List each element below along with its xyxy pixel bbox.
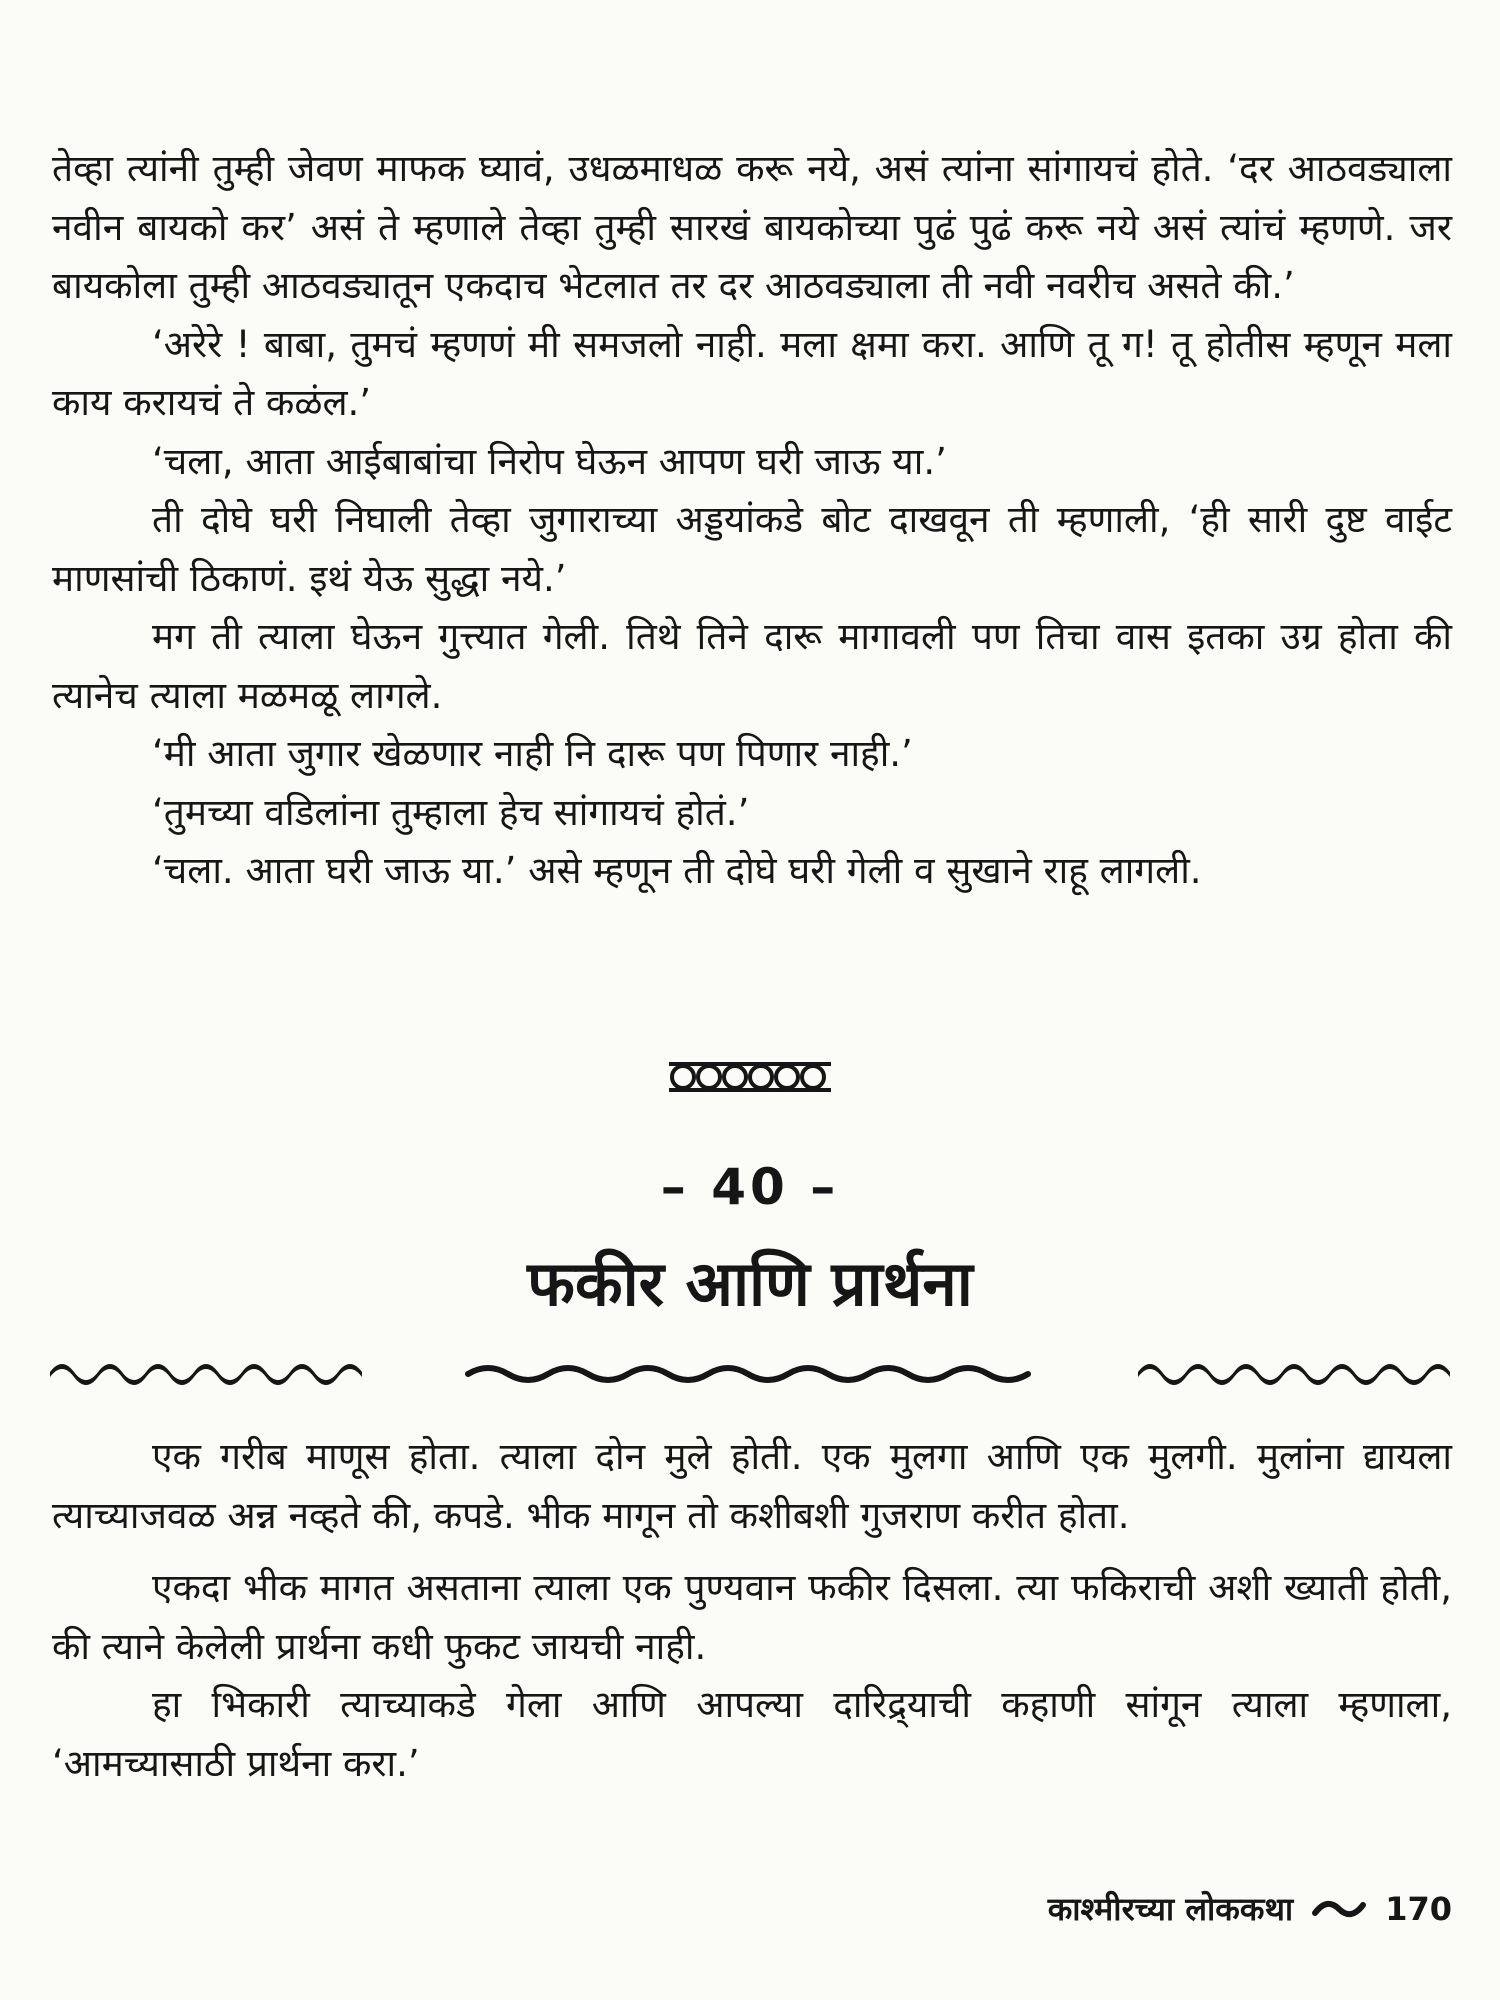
paragraph: ‘तुमच्या वडिलांना तुम्हाला हेच सांगायचं होतं.’ [152, 790, 750, 834]
page-number: 170 [1385, 1889, 1452, 1928]
paragraph: ‘मी आता जुगार खेळणार नाही नि दारू पण पिणार नाही.’ [152, 732, 913, 775]
story-end-ornament [0, 1050, 1500, 1098]
paragraph: तेव्हा त्यांनी तुम्ही जेवण माफक घ्यावं, उधळमाधळ करू नये, असं त्यांना सांगायचं होते. ‘दर आठवड्याला नवीन बायको कर’ असं ते म्हणाले तेव्हा तुम्ही सारखं बायकोच्या पुढं पुढं करू नये असं त्यांचं म्हणणे. जर बायकोला तुम्ही आठवड्यातून एकदाच भेटलात तर दर आठवड्याला ती नवी नवरीच असते की.’ [52, 147, 1452, 307]
paragraph: ‘चला, आता आईबाबांचा निरोप घेऊन आपण घरी जाऊ या.’ [152, 439, 947, 483]
paragraph: ‘अरेरे ! बाबा, तुमचं म्हणणं मी समजलो नाही. मला क्षमा करा. आणि तू ग! तू होतीस म्हणून मला काय करायचं ते कळंल.’ [52, 322, 1452, 424]
paragraph: मग ती त्याला घेऊन गुत्त्यात गेली. तिथे तिने दारू मागावली पण तिचा वास इतका उग्र होता की त्यानेच त्याला मळमळू लागले. [52, 615, 1452, 717]
paragraph: हा भिकारी त्याच्याकडे गेला आणि आपल्या दारिद्र्याची कहाणी सांगून त्याला म्हणाला, ‘आमच्यासाठी प्रार्थना करा.’ [52, 1683, 1452, 1785]
paragraph: ‘चला. आता घरी जाऊ या.’ असे म्हणून ती दोघे घरी गेली व सुखाने राहू लागली. [152, 849, 1202, 892]
chapter-title: फकीर आणि प्रार्थना [527, 1247, 973, 1320]
running-book-title: काश्मीरच्या लोककथा [1047, 1890, 1294, 1928]
tilde-ornament-icon [1311, 1897, 1367, 1921]
chapter-number: – 40 – [660, 1158, 840, 1216]
paragraph: एकदा भीक मागत असताना त्याला एक पुण्यवान फकीर दिसला. त्या फकिराची अशी ख्याती होती, की त्याने केलेली प्रार्थना कधी फुकट जायची नाही. [52, 1566, 1452, 1668]
paragraph: एक गरीब माणूस होता. त्याला दोन मुले होती. एक मुलगा आणि एक मुलगी. मुलांना द्यायला त्याच्याजवळ अन्न नव्हते की, कपडे. भीक मागून तो कशीबशी गुजराण करीत होता. [52, 1435, 1452, 1537]
chapter-divider-ornament [48, 1352, 1452, 1388]
previous-story-ending [52, 140, 1452, 901]
chapter-body [52, 1428, 1452, 1793]
page-footer [1048, 1887, 1452, 1930]
paragraph: ती दोघे घरी निघाली तेव्हा जुगाराच्या अड्डयांकडे बोट दाखवून ती म्हणाली, ‘ही सारी दुष्ट वाईट माणसांची ठिकाणं. इथं येऊ सुद्धा नये.’ [52, 498, 1452, 600]
